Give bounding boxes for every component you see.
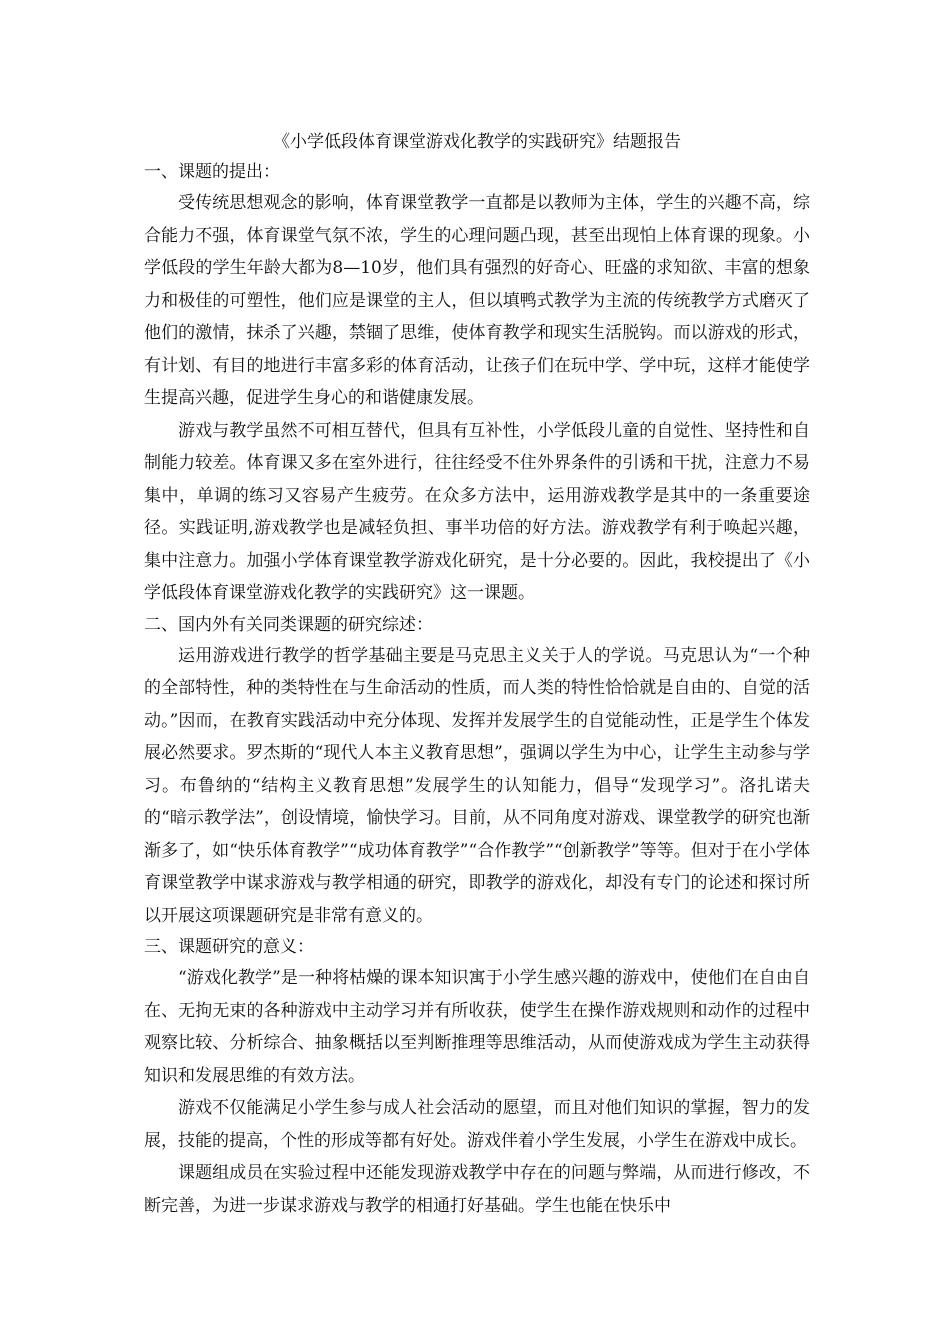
section-3-paragraph-3: 课题组成员在实验过程中还能发现游戏教学中存在的问题与弊端，从而进行修改，不断完善，为进一步谋求游戏与教学的相通打好基础。学生也能在快乐中 xyxy=(144,1163,810,1216)
document-title: 《小学低段体育课堂游戏化教学的实践研究》结题报告 xyxy=(273,132,681,152)
section-2-paragraph-1: 运用游戏进行教学的哲学基础主要是马克思主义关于人的学说。马克思认为“一个种的全部特性，种的类特性在与生命活动的性质，而人类的特性恰恰就是自由的、自觉的活动。”因而，在教育实践活动中充分体现、发挥并发展学生的自觉能动性，正是学生个体发展必然要求。罗杰斯的“现代人本主义教育思想”，强调以学生为中心，让学生主动参与学习。布鲁纳的“结构主义教育思想”发展学生的认知能力，倡导“发现学习”。洛扎诺夫的“暗示教学法”，创设情境，愉快学习。目前，从不同角度对游戏、课堂教学的研究也渐渐多了，如“快乐体育教学”“成功体育教学”“合作教学”“创新教学”等等。但对于在小学体育课堂教学中谋求游戏与教学相通的研究，即教学的游戏化，却没有专门的论述和探讨所以开展这项课题研究是非常有意义的。 xyxy=(144,645,810,926)
section-3-paragraph-2: 游戏不仅能满足小学生参与成人社会活动的愿望，而且对他们知识的掌握，智力的发展，技能的提高，个性的形成等都有好处。游戏伴着小学生发展，小学生在游戏中成长。 xyxy=(144,1098,810,1151)
section-1-paragraph-1: 受传统思想观念的影响，体育课堂教学一直都是以教师为主体，学生的兴趣不高，综合能力不强，体育课堂气氛不浓，学生的心理问题凸现，甚至出现怕上体育课的现象。小学低段的学生年龄大都为8—10岁，他们具有强烈的好奇心、旺盛的求知欲、丰富的想象力和极佳的可塑性，他们应是课堂的主人，但以填鸭式教学为主流的传统教学方式磨灭了他们的激情，抹杀了兴趣，禁锢了思维，使体育教学和现实生活脱钩。而以游戏的形式，有计划、有目的地进行丰富多彩的体育活动，让孩子们在玩中学、学中玩，这样才能使学生提高兴趣，促进学生身心的和谐健康发展。 xyxy=(144,193,810,408)
section-1-paragraph-2: 游戏与教学虽然不可相互替代，但具有互补性，小学低段儿童的自觉性、坚持性和自制能力较差。体育课又多在室外进行，往往经受不住外界条件的引诱和干扰，注意力不易集中，单调的练习又容易产生疲劳。在众多方法中，运用游戏教学是其中的一条重要途径。实践证明,游戏教学也是减轻负担、事半功倍的好方法。游戏教学有利于唤起兴趣，集中注意力。加强小学体育课堂教学游戏化研究，是十分必要的。因此，我校提出了《小学低段体育课堂游戏化教学的实践研究》这一课题。 xyxy=(144,420,810,603)
section-3-paragraph-1: “游戏化教学”是一种将枯燥的课本知识寓于小学生感兴趣的游戏中，使他们在自由自在、无拘无束的各种游戏中主动学习并有所收获，使学生在操作游戏规则和动作的过程中观察比较、分析综合、抽象概括以至判断推理等思维活动，从而使游戏成为学生主动获得知识和发展思维的有效方法。 xyxy=(144,968,810,1086)
section-heading-2: 二、国内外有关同类课题的研究综述： xyxy=(144,614,433,635)
section-heading-3: 三、课题研究的意义： xyxy=(144,937,314,957)
section-heading-1: 一、课题的提出： xyxy=(144,162,280,182)
document-body xyxy=(144,127,810,1222)
